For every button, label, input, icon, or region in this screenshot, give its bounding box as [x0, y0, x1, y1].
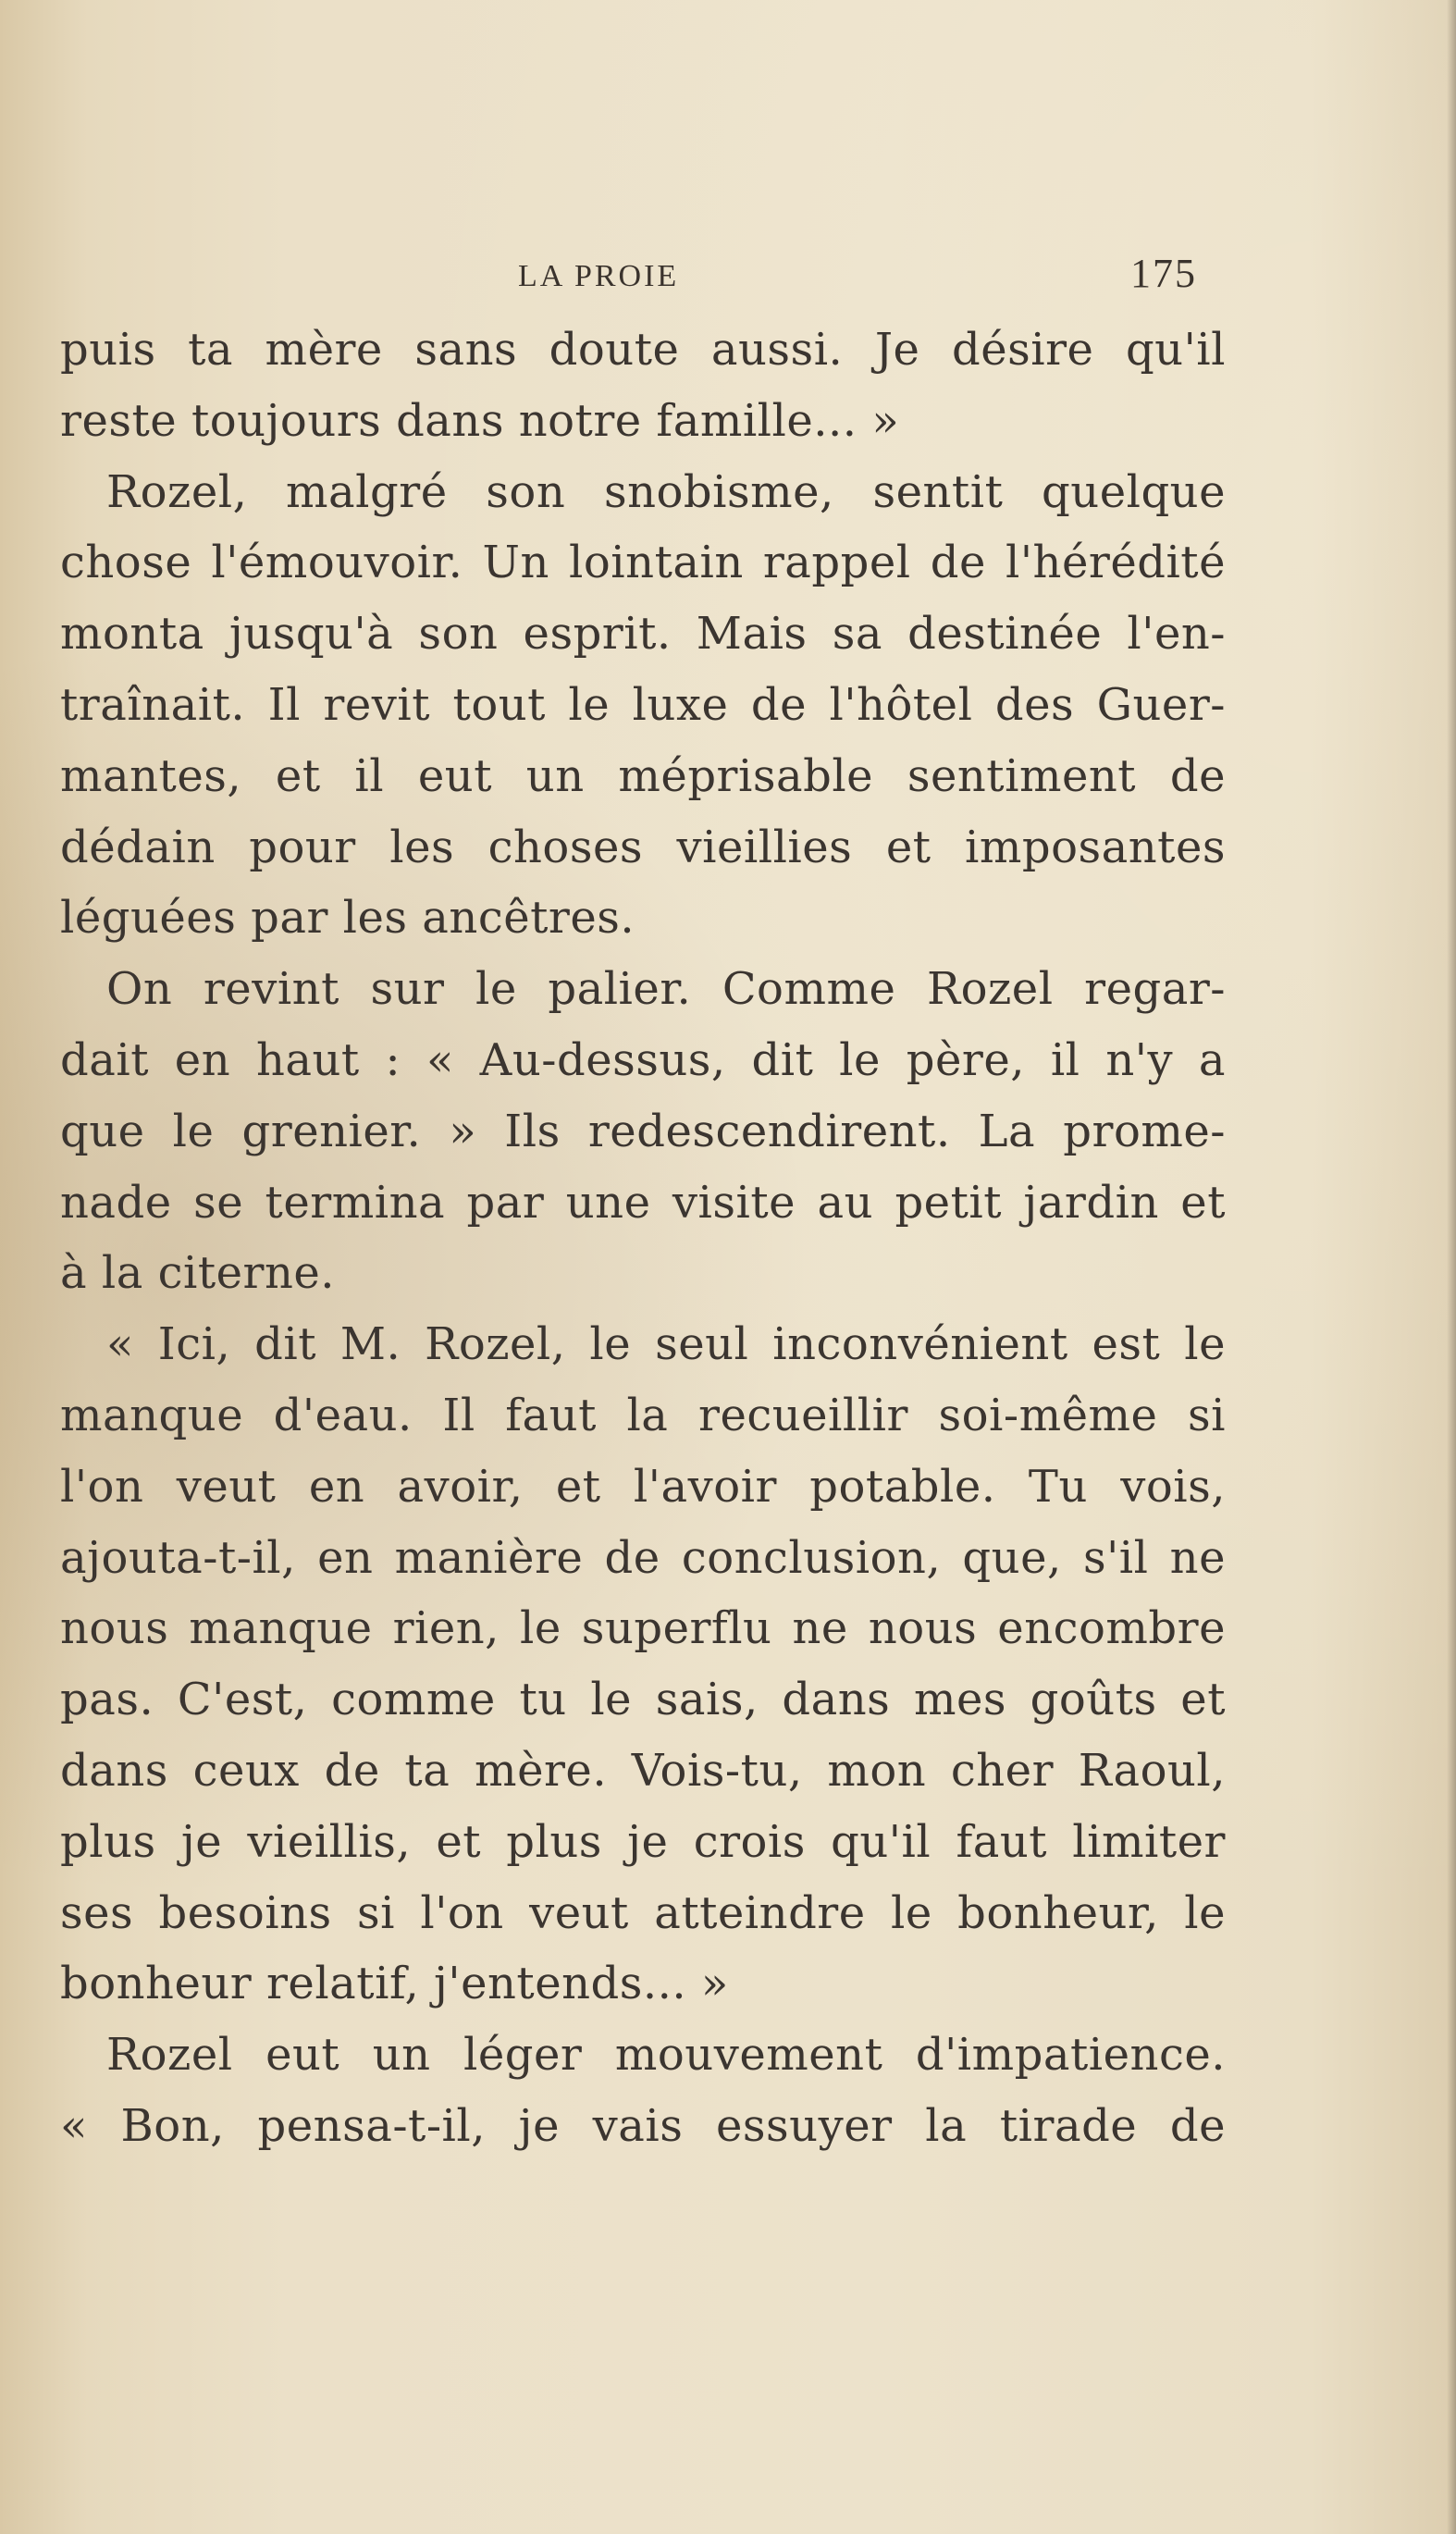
running-head-title: LA PROIE: [518, 259, 680, 293]
text-line: à la citerne.: [60, 1247, 336, 1300]
text-line: Rozel, malgré son snobisme, sentit quelque: [106, 465, 1226, 518]
text-line: On revint sur le palier. Comme Rozel regar-: [106, 963, 1226, 1016]
text-line: ses besoins si l'on veut atteindre le bonheur, le: [60, 1886, 1226, 1939]
text-line: « Ici, dit M. Rozel, le seul inconvénient est le: [106, 1318, 1226, 1371]
text-line: manque d'eau. Il faut la recueillir soi-même si: [60, 1389, 1226, 1441]
page-edge-shadow: [1447, 0, 1456, 2534]
text-line: traînait. Il revit tout le luxe de l'hôtel des Guer-: [60, 678, 1226, 731]
body-text: [60, 315, 1226, 2162]
text-line: Rozel eut un léger mouvement d'impatience.: [106, 2029, 1226, 2082]
text-line: nous manque rien, le superflu ne nous encombre: [60, 1602, 1226, 1655]
text-line: dédain pour les choses vieillies et imposantes: [60, 821, 1226, 873]
text-line: mantes, et il eut un méprisable sentiment de: [60, 749, 1226, 802]
text-line: l'on veut en avoir, et l'avoir potable. Tu vois,: [60, 1460, 1226, 1513]
text-line: dait en haut : « Au-dessus, dit le père, il n'y a: [60, 1033, 1226, 1086]
text-line: chose l'émouvoir. Un lointain rappel de l'hérédité: [60, 537, 1226, 589]
text-line: dans ceux de ta mère. Vois-tu, mon cher Raoul,: [60, 1744, 1226, 1797]
text-line: plus je vieillis, et plus je crois qu'il faut limiter: [60, 1815, 1226, 1868]
running-head: [0, 250, 1456, 305]
text-line: que le grenier. » Ils redescendirent. La prome-: [60, 1105, 1226, 1157]
text-line: puis ta mère sans doute aussi. Je désire qu'il: [60, 324, 1226, 376]
text-line: pas. C'est, comme tu le sais, dans mes goûts et: [60, 1674, 1226, 1726]
text-line: monta jusqu'à son esprit. Mais sa destinée l'en-: [60, 608, 1226, 661]
text-line: léguées par les ancêtres.: [60, 892, 635, 945]
text-line: reste toujours dans notre famille... »: [60, 394, 900, 447]
text-line: ajouta-t-il, en manière de conclusion, que, s'il ne: [60, 1531, 1226, 1584]
text-line: nade se termina par une visite au petit jardin et: [60, 1176, 1226, 1229]
page-number: 175: [1130, 251, 1197, 296]
text-line: bonheur relatif, j'entends... »: [60, 1958, 729, 2010]
text-line: « Bon, pensa-t-il, je vais essuyer la tirade de: [60, 2099, 1226, 2152]
